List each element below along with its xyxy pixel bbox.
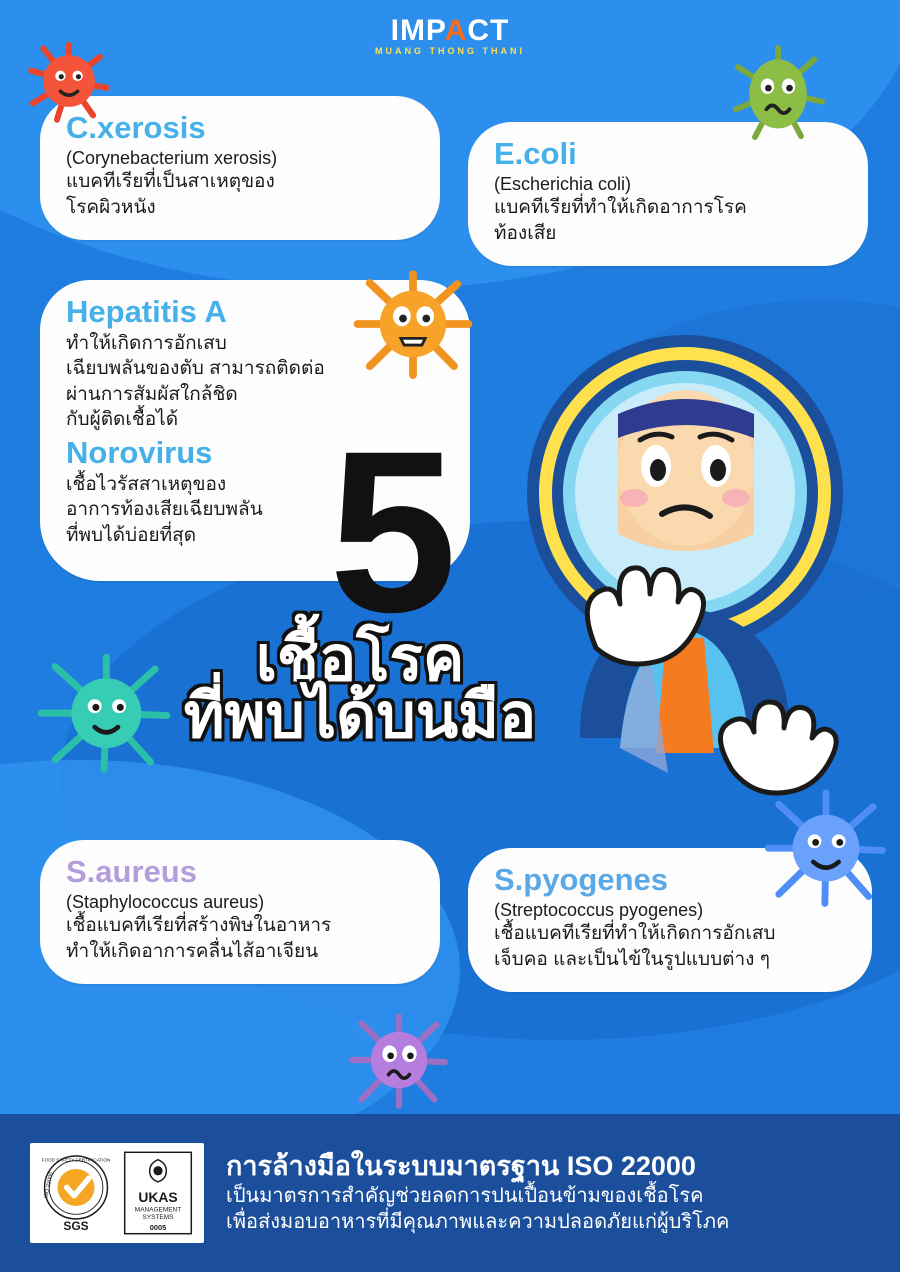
card-title: E.coli <box>494 136 577 171</box>
card-desc-line-1: เชื้อแบคทีเรียที่ทำให้เกิดการอักเสบ <box>494 923 776 945</box>
card-desc-line-2: ทำให้เกิดอาการคลื่นไส้อาเจียน <box>66 940 319 962</box>
card-desc-line-2: อาการท้องเสียเฉียบพลัน <box>66 499 263 521</box>
info-card-ecoli <box>468 122 868 266</box>
svg-text:SGS: SGS <box>63 1219 89 1233</box>
logo-text-left: IMP <box>390 14 445 47</box>
info-block-norovirus <box>66 437 444 548</box>
card-desc-line-1: เชื้อแบคทีเรียที่สร้างพิษในอาหาร <box>66 915 332 937</box>
ukas-accreditation-icon <box>121 1150 195 1236</box>
card-desc-line-2: เฉียบพลันของตับ สามารถติดต่อ <box>66 358 325 380</box>
footer-message <box>226 1151 729 1234</box>
card-latin-name: (Escherichia coli) <box>494 173 632 194</box>
info-card-saureus <box>40 840 440 984</box>
card-desc-line-2: โรคผิวหนัง <box>66 196 156 218</box>
svg-text:MANAGEMENT: MANAGEMENT <box>134 1206 182 1214</box>
card-desc-line-3: ผ่านการสัมผัสใกล้ชิด <box>66 383 238 405</box>
brand-logo <box>0 14 900 56</box>
card-desc-line-1: แบคทีเรียที่ทำให้เกิดอาการโรค <box>494 197 747 219</box>
card-title: C.xerosis <box>66 110 206 145</box>
card-title: S.pyogenes <box>494 862 668 897</box>
card-latin-name: (Streptococcus pyogenes) <box>494 899 704 920</box>
logo-text-right: CT <box>467 14 510 47</box>
purple-germ-icon <box>346 1010 452 1110</box>
footer-title: การล้างมือในระบบมาตรฐาน ISO 22000 <box>226 1151 696 1182</box>
logo-tagline: MUANG THONG THANI <box>375 46 525 56</box>
card-title: S.aureus <box>66 854 197 889</box>
card-desc-line-4: กับผู้ติดเชื้อได้ <box>66 409 179 431</box>
svg-text:SYSTEMS: SYSTEMS <box>142 1213 174 1221</box>
footer-bar <box>0 1114 900 1272</box>
card-latin-name: (Staphylococcus aureus) <box>66 891 265 912</box>
teal-virus-icon <box>34 648 174 776</box>
card-title: Hepatitis A <box>66 294 227 329</box>
card-desc-line-1: เชื้อไวรัสสาเหตุของ <box>66 473 227 495</box>
headline-thai-line-1: เชื้อโรค <box>255 625 465 694</box>
logo-text-accent: A <box>444 14 468 47</box>
svg-text:FOOD SAFETY CERTIFICATION: FOOD SAFETY CERTIFICATION <box>41 1157 111 1163</box>
mascot-character <box>470 318 870 838</box>
card-latin-name: (Corynebacterium xerosis) <box>66 147 278 168</box>
headline-thai-line-2: ที่พบได้บนมือ <box>183 682 537 752</box>
card-desc-line-2: เจ็บคอ และเป็นไข้ในรูปแบบต่าง ๆ <box>494 948 770 970</box>
card-desc-line-2: ท้องเสีย <box>494 222 557 244</box>
certification-logos <box>30 1143 204 1243</box>
orange-virus-icon <box>352 268 474 380</box>
footer-line-1: เป็นมาตรการสำคัญช่วยลดการปนเปื้อนข้ามของเชื้อโรค <box>226 1184 704 1207</box>
card-desc-line-3: ที่พบได้บ่อยที่สุด <box>66 524 197 546</box>
card-desc-line-1: แบคทีเรียที่เป็นสาเหตุของ <box>66 171 275 193</box>
logo-wordmark <box>0 14 900 48</box>
svg-text:0005: 0005 <box>149 1223 167 1232</box>
card-title: Norovirus <box>66 435 213 471</box>
footer-line-2: เพื่อส่งมอบอาหารที่มีคุณภาพและความปลอดภัยแก่ผู้บริโภค <box>226 1210 730 1233</box>
blue-virus-icon <box>762 786 890 908</box>
green-germ-icon <box>730 42 826 142</box>
headline-number: 5 <box>329 403 451 660</box>
svg-text:UKAS: UKAS <box>138 1189 178 1206</box>
sgs-iso22000-seal-icon <box>39 1150 113 1236</box>
card-desc-line-1: ทำให้เกิดการอักเสบ <box>66 332 227 354</box>
svg-text:ISO 22000: ISO 22000 <box>43 1171 55 1199</box>
